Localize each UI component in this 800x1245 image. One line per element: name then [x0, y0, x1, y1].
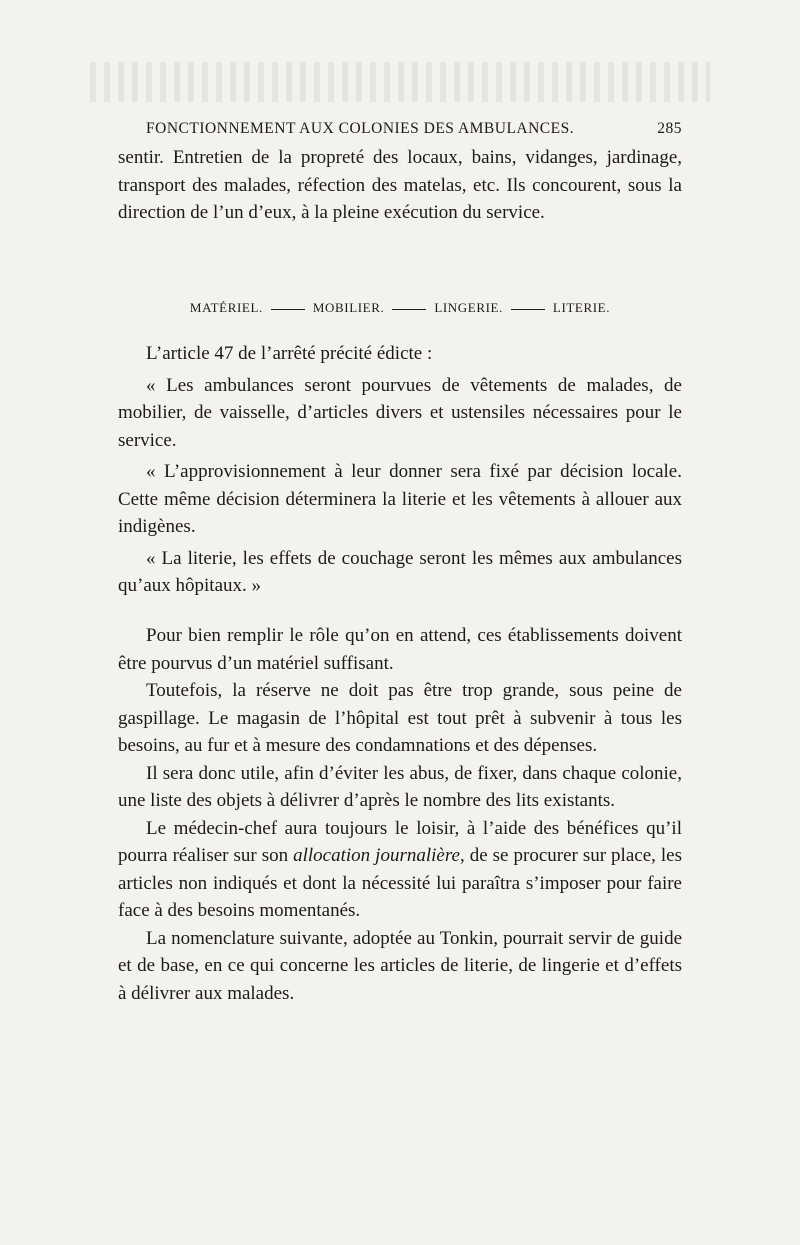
- dash-divider: [271, 309, 305, 310]
- dash-divider: [392, 309, 426, 310]
- paragraph-text: , de se procurer sur place, les articles non indiqués et dont la nécessité lui paraîtra s’imposer pour faire face à des besoins momentanés.: [118, 845, 682, 921]
- section-heading-part: MOBILIER.: [312, 300, 385, 315]
- running-head: [118, 120, 682, 138]
- quote-paragraph: « La literie, les effets de couchage seront les mêmes aux ambulances qu’aux hôpitaux. »: [118, 547, 682, 596]
- paragraph: Toutefois, la réserve ne doit pas être trop grande, sous peine de gaspillage. Le magasin de l’hôpital est tout prêt à subvenir à tous les besoins, au fur et à mesure des condamnations et des dépenses.: [118, 680, 682, 756]
- paragraph: [118, 815, 682, 925]
- emphasized-term: allocation journalière: [293, 845, 460, 866]
- section-heading-part: MATÉRIEL.: [189, 300, 263, 315]
- opening-paragraph-block: [118, 144, 682, 227]
- opening-paragraph: sentir. Entretien de la propreté des locaux, bains, vidanges, jardinage, transport des malades, réfection des matelas, etc. Ils concourent, sous la direction de l’un d’eux, à la pleine exécution du service.: [118, 147, 682, 223]
- section-heading: [118, 300, 682, 316]
- paragraph: Pour bien remplir le rôle qu’on en attend, ces établissements doivent être pourvus d’un matériel suffisant.: [118, 625, 682, 674]
- dash-divider: [511, 309, 545, 310]
- paragraph-text: Le médecin-chef aura toujours le loisir, à l’aide des bénéfices qu’il pourra réaliser sur son: [118, 817, 682, 866]
- paragraph: Il sera donc utile, afin d’éviter les abus, de fixer, dans chaque colonie, une liste des objets à délivrer d’après le nombre des lits existants.: [118, 762, 682, 811]
- quoted-article-block: [118, 340, 682, 600]
- book-page: [118, 0, 682, 1245]
- quote-paragraph: « L’approvisionnement à leur donner sera fixé par décision locale. Cette même décision déterminera la literie et les vêtements à allouer aux indigènes.: [118, 461, 682, 537]
- page-number: 285: [657, 120, 682, 137]
- main-text-block: [118, 622, 682, 1007]
- paragraph: La nomenclature suivante, adoptée au Tonkin, pourrait servir de guide et de base, en ce qui concerne les articles de literie, de lingerie et d’effets à délivrer aux malades.: [118, 927, 682, 1004]
- running-head-title: FONCTIONNEMENT AUX COLONIES DES AMBULANCES.: [146, 120, 575, 137]
- section-heading-part: LINGERIE.: [434, 300, 503, 315]
- section-heading-part: LITERIE.: [552, 300, 611, 315]
- quote-paragraph: « Les ambulances seront pourvues de vêtements de malades, de mobilier, de vaisselle, d’articles divers et ustensiles nécessaires pour le service.: [118, 374, 682, 451]
- paragraph: L’article 47 de l’arrêté précité édicte :: [146, 343, 433, 364]
